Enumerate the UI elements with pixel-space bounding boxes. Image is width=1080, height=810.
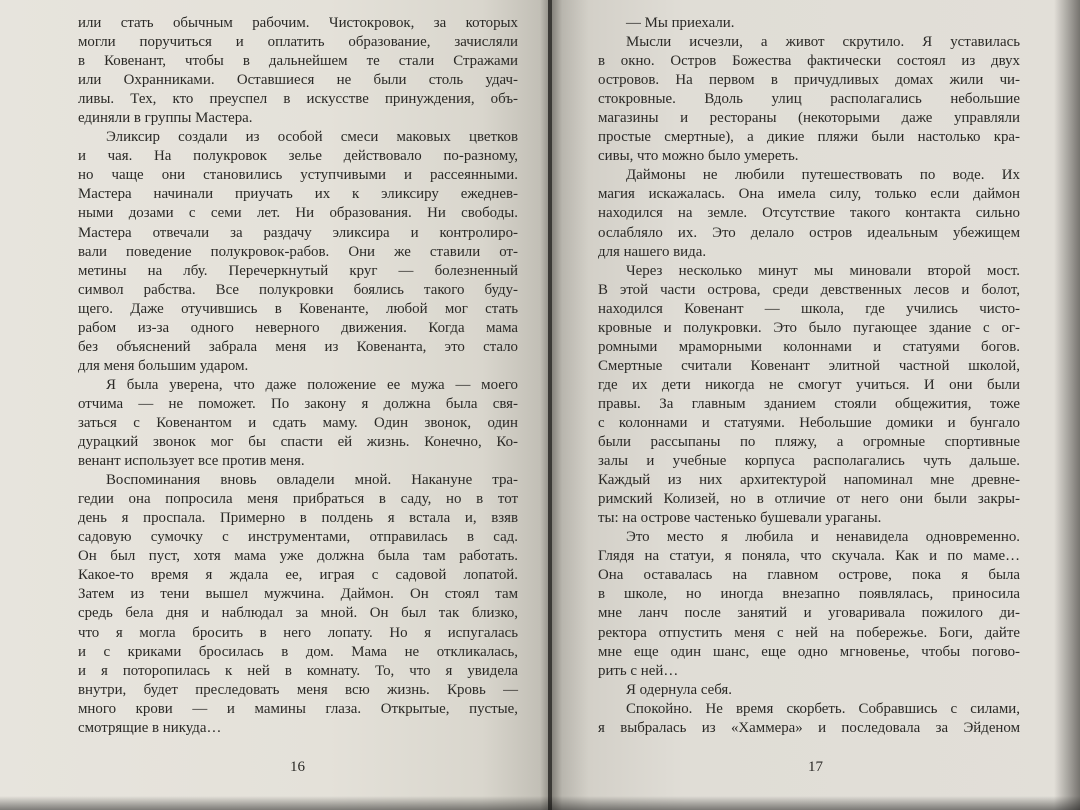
text-line: мне еще один шанс, еще одно мгновенье, чтобы погово-	[598, 643, 1020, 660]
text-line: в школе, но иногда внезапно появлялась, приносила	[598, 586, 1020, 603]
right-page-paragraph-4	[598, 262, 1020, 529]
text-line: Воспоминания вновь овладели мной. Накануне тра-	[106, 472, 518, 489]
text-line: Она оставалась на главном острове, пока я была	[598, 567, 1020, 584]
text-line: мне ланч после занятий и уговаривала пожилого ди-	[598, 605, 1020, 622]
text-line: Эликсир создали из особой смеси маковых цветков	[106, 129, 518, 146]
text-line: и чая. На полукровок зелье действовало по-разному,	[78, 148, 518, 165]
text-line: щего. Даже отучившись в Ковенанте, любой мог стать	[78, 300, 518, 317]
text-line: правы. За главным зданием стояли общежития, тоже	[598, 395, 1020, 412]
left-page-paragraph-4	[78, 471, 518, 738]
text-line: стокровные. Вдоль улиц располагались небольшие	[598, 91, 1020, 108]
text-line: ными дозами с семи лет. Ни образования. Ни свободы.	[78, 205, 518, 222]
text-line: средь бела дня и наблюдал за мной. Он был так близко,	[78, 605, 518, 622]
left-page-paragraph-3	[78, 376, 518, 471]
right-page	[552, 0, 1080, 810]
book-spine-gutter	[540, 0, 562, 810]
right-page-paragraph-2	[598, 33, 1020, 166]
text-line: для меня большим ударом.	[78, 357, 249, 374]
text-line: заться с Ковенантом и сдать маму. Один звонок, один	[78, 414, 518, 431]
text-line: в Ковенант, чтобы в дальнейшем те стали Стражами	[78, 53, 518, 70]
text-line: Мысли исчезли, а живот скрутило. Я уставилась	[626, 34, 1020, 51]
text-line: Смертные считали Ковенант элитной частной школой,	[598, 357, 1020, 374]
text-line: много крови — и мамины глаза. Открытые, пустые,	[78, 700, 518, 717]
text-line: символ рабства. Все полукровки боялись такого буду-	[78, 281, 518, 298]
text-line: смотрящие в никуда…	[78, 719, 222, 736]
text-line: садовую сумочку с инструментами, отправилась в сад.	[78, 529, 518, 546]
text-line: рабом из-за одного неверного движения. Когда мама	[78, 319, 518, 336]
text-line: залы и учебные корпуса располагались чуть дальше.	[598, 453, 1020, 470]
left-page-paragraph-1	[78, 14, 518, 128]
left-page-paragraph-2	[78, 128, 518, 376]
text-line: дурацкий звонок мог бы спасти ей жизнь. Конечно, Ко-	[78, 434, 518, 451]
text-line: Это место я любила и ненавидела одновременно.	[626, 529, 1020, 546]
text-line: без объяснений забрала меня из Ковенанта, это стало	[78, 338, 518, 355]
text-line: простые смертные), а дикие пляжи были настолько кра-	[598, 129, 1020, 146]
text-line: В этой части острова, среди девственных лесов и болот,	[598, 281, 1020, 298]
text-line: венант использует все против меня.	[78, 453, 305, 470]
text-line: Затем из тени вышел мужчина. Даймон. Он стоял там	[78, 586, 518, 603]
text-line: Я была уверена, что даже положение ее мужа — моего	[106, 376, 518, 393]
text-line: находился на земле. Отсутствие такого контакта сильно	[598, 205, 1020, 222]
text-line: магазины и рестораны (некоторыми даже управляли	[598, 110, 1020, 127]
text-line: внутри, будет преследовать меня всю жизнь. Кровь —	[78, 681, 518, 698]
text-line: островов. На первом в причудливых домах жили чи-	[598, 72, 1020, 89]
text-line: и с криками бросилась в дом. Мама не откликалась,	[78, 643, 518, 660]
text-line: или стать обычным рабочим. Чистокровок, за которых	[78, 15, 518, 31]
text-line: — Мы приехали.	[626, 15, 735, 31]
text-line: были рассыпаны по пляжу, а огромные спортивные	[598, 434, 1020, 451]
text-line: Он был пуст, хотя мама уже должна была там работать.	[78, 548, 518, 565]
text-line: гедии она попросила меня прибраться в саду, но в тот	[78, 491, 518, 508]
text-line: ректора отпустить меня с ней на побережье. Боги, дайте	[598, 624, 1020, 641]
right-page-paragraph-7	[598, 700, 1020, 738]
text-line: ливы. Тех, кто преуспел в искусстве принуждения, объ-	[78, 91, 518, 108]
text-line: рить с ней…	[598, 662, 679, 679]
right-page-paragraph-1	[598, 14, 1020, 33]
right-page-shadow	[1054, 0, 1080, 810]
text-line: сивы, что можно было умереть.	[598, 148, 799, 165]
text-line: вали поведение полукровок-рабов. Они же ставили от-	[78, 243, 518, 260]
text-line: Мастера начинали приучать их к эликсиру ежеднев-	[78, 186, 518, 203]
text-line: кровные и полукровки. Это было пугающее здание с ог-	[598, 319, 1020, 336]
text-line: единяли в группы Мастера.	[78, 110, 253, 127]
text-line: Спокойно. Не время скорбеть. Собравшись с силами,	[626, 700, 1020, 717]
page-number: 16	[290, 759, 305, 775]
text-line: Каждый из них архитектурой напоминал мне древне-	[598, 472, 1020, 489]
text-line: и я поторопилась к ней в комнату. То, что я увидела	[78, 662, 518, 679]
text-line: для нашего вида.	[598, 243, 707, 260]
text-line: день я проспала. Примерно в полдень я встала и, взяв	[78, 510, 518, 527]
text-line: ты: на острове частенько бушевали ураганы.	[598, 510, 882, 527]
text-line: или Охранниками. Оставшиеся не были столь удач-	[78, 72, 518, 89]
text-line: Мастера отвечали за раздачу эликсира и контролиро-	[78, 224, 518, 241]
text-line: в окно. Остров Божества фактически состоял из двух	[598, 53, 1020, 70]
text-line: отчима — не поможет. По закону я должна была свя-	[78, 395, 518, 412]
right-page-paragraph-3	[598, 166, 1020, 261]
text-line: метины на лбу. Перечеркнутый круг — болезненный	[78, 262, 518, 279]
text-line: магия искажалась. Она имела силу, только если даймон	[598, 186, 1020, 203]
text-line: римский Колизей, но в отличие от него они были закры-	[598, 491, 1020, 508]
text-line: могли поручиться и оплатить образование, зачисляли	[78, 34, 518, 51]
text-line: Даймоны не любили путешествовать по воде. Их	[626, 167, 1020, 184]
page-number: 17	[808, 759, 823, 775]
text-line: где их дети никогда не смогут учиться. И они были	[598, 376, 1020, 393]
text-line: но чаще они становились уступчивыми и рассеянными.	[78, 167, 518, 184]
text-line: с колоннами и статуями. Небольшие домики и бунгало	[598, 414, 1020, 431]
right-page-paragraph-6	[598, 681, 1020, 700]
text-line: Через несколько минут мы миновали второй мост.	[626, 262, 1020, 279]
text-line: Я одернула себя.	[626, 681, 733, 698]
text-line: Какое-то время я ждала ее, играя с садовой лопатой.	[78, 567, 518, 584]
right-page-paragraph-5	[598, 528, 1020, 680]
bottom-shadow	[0, 796, 1080, 810]
text-line: я выбралась из «Хаммера» и последовала за Эйденом	[598, 719, 1020, 736]
text-line: ромными мраморными колоннами и статуями богов.	[598, 338, 1020, 355]
text-line: находился Ковенант — школа, где учились чисто-	[598, 300, 1020, 317]
text-line: Глядя на статуи, я поняла, что скучала. Как и по маме…	[598, 548, 1020, 565]
text-line: что я могла бросить в него лопату. Но я испугалась	[78, 624, 518, 641]
text-line: ослабляло их. Это делало остров идеальным убежищем	[598, 224, 1020, 241]
